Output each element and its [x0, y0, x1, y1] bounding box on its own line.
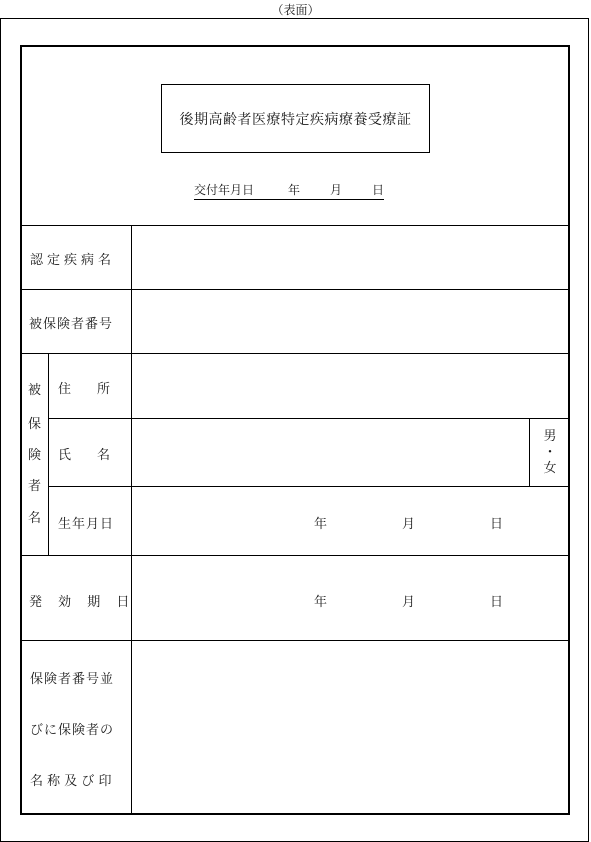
- front-side-label: （表面）: [271, 3, 320, 17]
- gender-female: 女: [543, 461, 557, 476]
- issue-date-label: 交付年月日: [194, 183, 255, 197]
- insured-group-char: 険: [28, 448, 42, 463]
- gender-field: [530, 429, 570, 477]
- effective-year: 年: [314, 595, 328, 610]
- birth-month: 月: [402, 517, 416, 532]
- birth-year: 年: [314, 517, 328, 532]
- disease-name-label: 認定疾病名: [30, 253, 116, 268]
- gender-male: 男: [543, 429, 557, 444]
- gender-separator: ・: [543, 445, 557, 460]
- row-divider: [48, 418, 570, 419]
- effective-day: 日: [490, 595, 504, 610]
- row-divider: [20, 225, 570, 226]
- address-label: 住 所: [58, 382, 111, 397]
- effective-month: 月: [402, 595, 416, 610]
- insured-group-char: 者: [28, 479, 42, 494]
- birth-day: 日: [490, 517, 504, 532]
- row-divider: [20, 640, 570, 641]
- insured-number-label: 被保険者番号: [29, 317, 114, 332]
- row-divider: [20, 555, 570, 556]
- column-divider: [131, 225, 132, 815]
- insured-group-char: 被: [28, 383, 42, 398]
- effective-date-label: 発 効 期 日: [29, 595, 136, 610]
- birth-date-label: 生年月日: [58, 517, 115, 532]
- row-divider: [48, 486, 570, 487]
- insured-group-char: 名: [28, 511, 42, 526]
- row-divider: [20, 289, 570, 290]
- insurer-label-line2: びに保険者の: [30, 723, 115, 738]
- issue-date-year: 年: [288, 183, 301, 197]
- row-divider: [20, 353, 570, 354]
- insurer-label-line3: 名 称 及 び 印: [30, 774, 112, 789]
- column-divider: [48, 353, 49, 555]
- certificate-title: 後期高齢者医療特定疾病療養受療証: [161, 84, 430, 153]
- issue-date-day: 日: [372, 183, 385, 197]
- insured-group-char: 保: [28, 417, 42, 432]
- name-label: 氏 名: [58, 448, 111, 463]
- issue-date-line: [194, 181, 384, 200]
- certificate-frame: [20, 45, 570, 815]
- insurer-label-line1: 保険者番号並: [30, 672, 115, 687]
- issue-date-month: 月: [330, 183, 343, 197]
